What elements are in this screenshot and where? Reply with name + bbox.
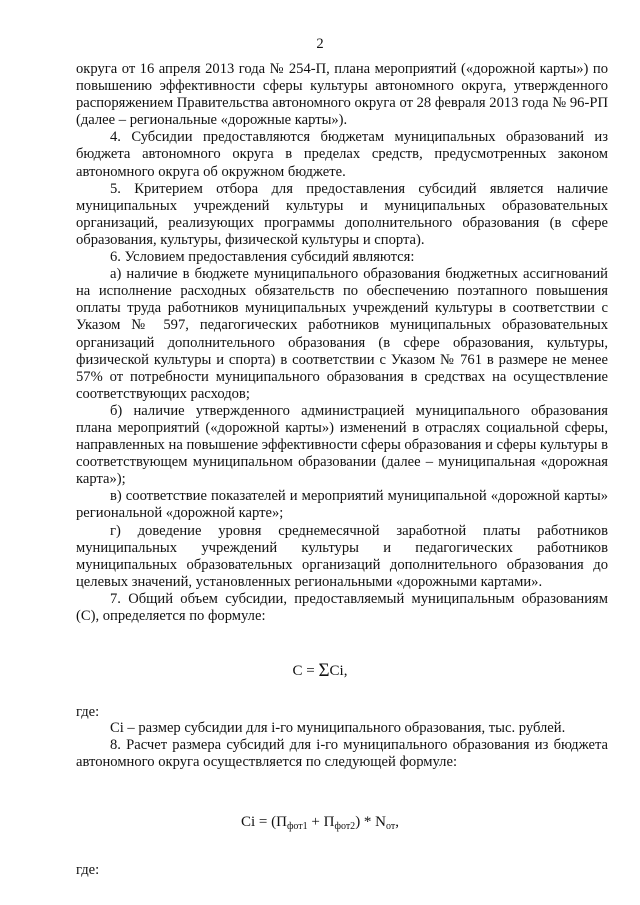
formula2-part-plus: + П bbox=[307, 814, 335, 830]
after-formula-text bbox=[76, 720, 608, 771]
sigma-symbol: Σ bbox=[318, 660, 330, 681]
paragraph-6g: г) доведение уровня среднемесячной заработной платы работников муниципальных учреждений культуры и педагогических работников муниципальных образовательных организаций дополнительного образования до целевых значений, установленных региональными «дорожными картами». bbox=[76, 522, 608, 590]
document-body bbox=[76, 61, 608, 625]
paragraph-6a: а) наличие в бюджете муниципального образования бюджетных ассигнований на исполнение расходных обязательств по обеспечению поэтапного повышения оплаты труда работников муниципальных учреждений культуры в соответствии с Указом № 597, педагогических работников муниципальных образовательных организаций дополнительного образования (в сфере образования, культуры, физической культуры и спорта) в соответствии с Указом № 761 в размере не менее 57% от потребности муниципального образования в средствах на осуществление соответствующих расходов; bbox=[76, 266, 608, 402]
paragraph-5: 5. Критерием отбора для предоставления субсидий является наличие муниципальных учреждений культуры и муниципальных образовательных организаций, реализующих программы дополнительного образования (в сфере образования, культуры, физической культуры и спорта). bbox=[76, 180, 608, 248]
formula2-sub-ot: от bbox=[386, 821, 396, 832]
paragraph-6: 6. Условием предоставления субсидий являются: bbox=[110, 249, 415, 266]
formula2-part-end: , bbox=[395, 814, 400, 830]
where-label: где: bbox=[76, 704, 100, 720]
page-number: 2 bbox=[316, 36, 324, 52]
formula-lhs: С = bbox=[292, 663, 319, 679]
formula-total-subsidy bbox=[0, 662, 640, 680]
paragraph-6v: в) соответствие показателей и мероприятий муниципальной «дорожной карты» региональной «дорожной карте»; bbox=[76, 488, 608, 522]
where-label-2: где: bbox=[76, 862, 100, 878]
formula2-part-lhs: Ci = (П bbox=[240, 814, 287, 830]
paragraph-8: 8. Расчет размера субсидий для i-го муниципального образования из бюджета автономного округа осуществляется по следующей формуле: bbox=[76, 737, 608, 771]
formula2-sub-fot1: фот1 bbox=[286, 821, 308, 832]
formula2-part-mid: ) * N bbox=[355, 814, 387, 830]
paragraph-7: 7. Общий объем субсидии, предоставляемый муниципальным образованиям (С), определяется по формуле: bbox=[76, 590, 608, 624]
paragraph-continuation: округа от 16 апреля 2013 года № 254-П, плана мероприятий («дорожной карты») по повышению эффективности сферы культуры автономного округа, утвержденного распоряжением Правительства автономного округа от 28 февраля 2013 года № 96-РП (далее – региональные «дорожные карты»). bbox=[76, 61, 608, 129]
formula2-sub-fot2: фот2 bbox=[334, 821, 356, 832]
ci-definition: Ci – размер субсидии для i-го муниципального образования, тыс. рублей. bbox=[110, 720, 566, 736]
formula-ci bbox=[0, 814, 640, 831]
paragraph-4: 4. Субсидии предоставляются бюджетам муниципальных образований из бюджета автономного округа в пределах средств, предусмотренных законом автономного округа об окружном бюджете. bbox=[76, 129, 608, 180]
formula-rhs: Ci, bbox=[329, 663, 348, 679]
paragraph-6b: б) наличие утвержденного администрацией муниципального образования плана мероприятий («дорожной карты») изменений в отраслях социальной сферы, направленных на повышение эффективности сферы образования и сферы культуры в соответствующем муниципальном образовании (далее – муниципальная «дорожная карта»); bbox=[76, 402, 608, 488]
